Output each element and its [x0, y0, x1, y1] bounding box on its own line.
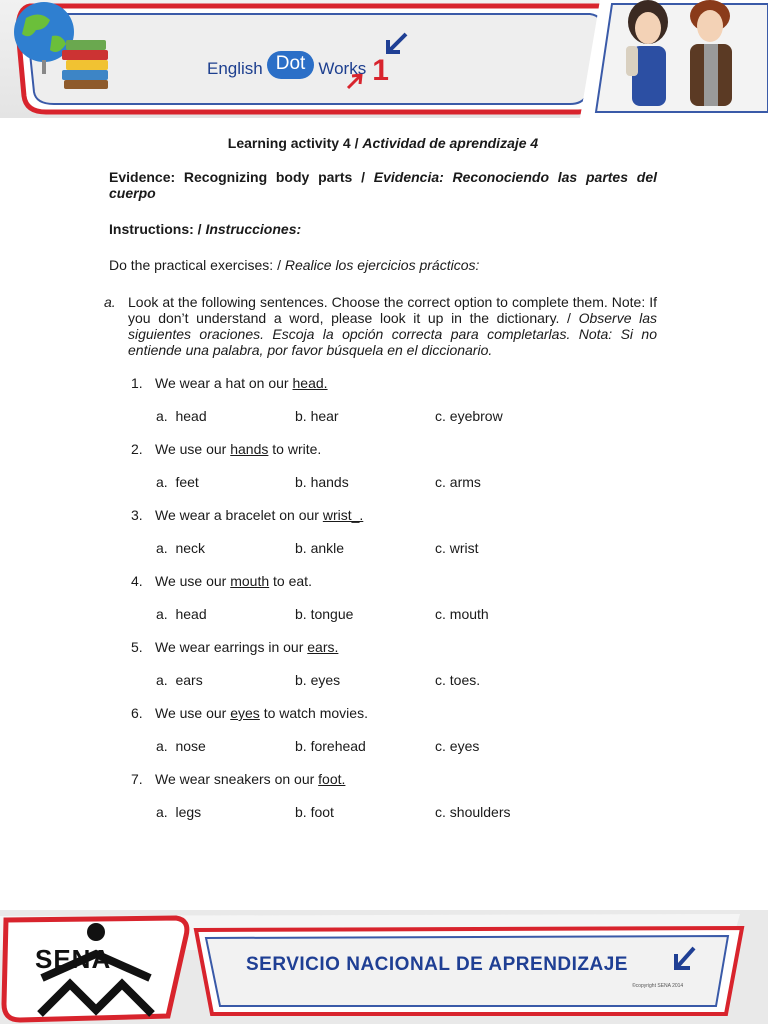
answer-option: c. eyes	[435, 738, 480, 754]
question-number: 5.	[131, 639, 143, 655]
evidence-spanish: Evidencia: Reconociendo las partes del cuerpo	[109, 169, 657, 201]
title-spanish: Actividad de aprendizaje 4	[362, 135, 539, 151]
practical-english: Do the practical exercises: /	[109, 257, 281, 273]
evidence-english: Evidence: Recognizing body parts /	[109, 169, 365, 185]
answer-option: a. legs	[156, 804, 202, 820]
question-5	[109, 639, 657, 655]
english-dot-works-logo	[207, 52, 389, 86]
question-7	[109, 771, 657, 787]
question-text-before: We use our	[155, 705, 227, 721]
question-answer-underlined: ears.	[307, 639, 339, 655]
document-body	[104, 130, 658, 820]
answer-option: a. head	[156, 606, 207, 622]
question-answer-underlined: wrist_.	[322, 507, 364, 523]
answer-option: a. ears	[156, 672, 203, 688]
brand-number: 1	[372, 54, 389, 87]
answer-option: c. eyebrow	[435, 408, 503, 424]
question-2	[109, 441, 657, 457]
instructions-english: Instructions: /	[109, 221, 202, 237]
question-text-before: We use our	[155, 573, 227, 589]
question-text-before: We wear earrings in our	[155, 639, 304, 655]
answer-option: a. feet	[156, 474, 199, 490]
answer-option: b. ankle	[295, 540, 345, 556]
question-number: 7.	[131, 771, 143, 787]
answer-option: a. nose	[156, 738, 206, 754]
answer-option: b. forehead	[295, 738, 366, 754]
copyright-text: ©copyright SENA 2014	[632, 983, 684, 989]
question-text-before: We wear a bracelet on our	[155, 507, 319, 523]
question-4	[109, 573, 657, 589]
brand-word-works: Works	[318, 59, 367, 78]
question-1-options	[109, 408, 657, 424]
title-english: Learning activity 4 /	[227, 135, 359, 151]
question-text-before: We wear a hat on our	[155, 375, 289, 391]
answer-option: b. tongue	[295, 606, 354, 622]
question-answer-underlined: foot.	[318, 771, 346, 787]
answer-option: b. foot	[295, 804, 334, 820]
exercise-a-instructions	[104, 294, 658, 358]
question-6-options	[109, 738, 657, 754]
exercise-a-text-spanish: Observe las siguientes oraciones. Escoja la opción correcta para completarlas. Nota: Si no entiende una palabra, por favor búsquela en el diccionario.	[128, 310, 658, 358]
question-text-before: We wear sneakers on our	[155, 771, 315, 787]
practical-instruction	[109, 257, 657, 273]
question-6	[109, 705, 657, 721]
question-answer-underlined: head.	[292, 375, 328, 391]
answer-option: c. wrist	[435, 540, 479, 556]
question-2-options	[109, 474, 657, 490]
answer-option: c. toes.	[435, 672, 481, 688]
header-banner	[0, 0, 768, 118]
question-4-options	[109, 606, 657, 622]
question-3	[109, 507, 657, 523]
question-text-after: to watch movies.	[263, 705, 368, 721]
question-text-after: to eat.	[273, 573, 312, 589]
question-number: 4.	[131, 573, 143, 589]
answer-option: a. neck	[156, 540, 206, 556]
answer-option: b. hear	[295, 408, 339, 424]
answer-option: c. mouth	[435, 606, 489, 622]
question-7-options	[109, 804, 657, 820]
question-list	[109, 375, 657, 820]
evidence-heading	[109, 169, 657, 201]
answer-option: c. shoulders	[435, 804, 511, 820]
instructions-heading	[109, 221, 657, 237]
question-answer-underlined: mouth	[230, 573, 270, 589]
page-title	[109, 135, 657, 151]
exercise-a-text-english: Look at the following sentences. Choose the correct option to complete them. Note: If you don’t understand a word, please look it up in the dictionary. /	[128, 294, 657, 326]
question-answer-underlined: eyes	[230, 705, 260, 721]
footer-title: SERVICIO NACIONAL DE APRENDIZAJE	[246, 954, 628, 975]
brand-word-dot: Dot	[267, 51, 315, 79]
question-text-after: to write.	[272, 441, 322, 457]
books-icon	[62, 40, 108, 89]
answer-option: a. head	[156, 408, 207, 424]
sena-logo-text: SENA	[35, 944, 112, 974]
answer-option: b. hands	[295, 474, 349, 490]
answer-option: c. arms	[435, 474, 481, 490]
question-text-before: We use our	[155, 441, 227, 457]
answer-option: b. eyes	[295, 672, 341, 688]
question-3-options	[109, 540, 657, 556]
question-number: 2.	[131, 441, 143, 457]
brand-word-english: English	[207, 59, 263, 78]
practical-spanish: Realice los ejercicios prácticos:	[284, 257, 480, 273]
question-5-options	[109, 672, 657, 688]
question-answer-underlined: hands	[230, 441, 269, 457]
question-1	[109, 375, 657, 391]
exercise-a-marker: a.	[104, 294, 116, 310]
question-number: 1.	[131, 375, 143, 391]
instructions-spanish: Instrucciones:	[205, 221, 302, 237]
question-number: 3.	[131, 507, 143, 523]
question-number: 6.	[131, 705, 143, 721]
